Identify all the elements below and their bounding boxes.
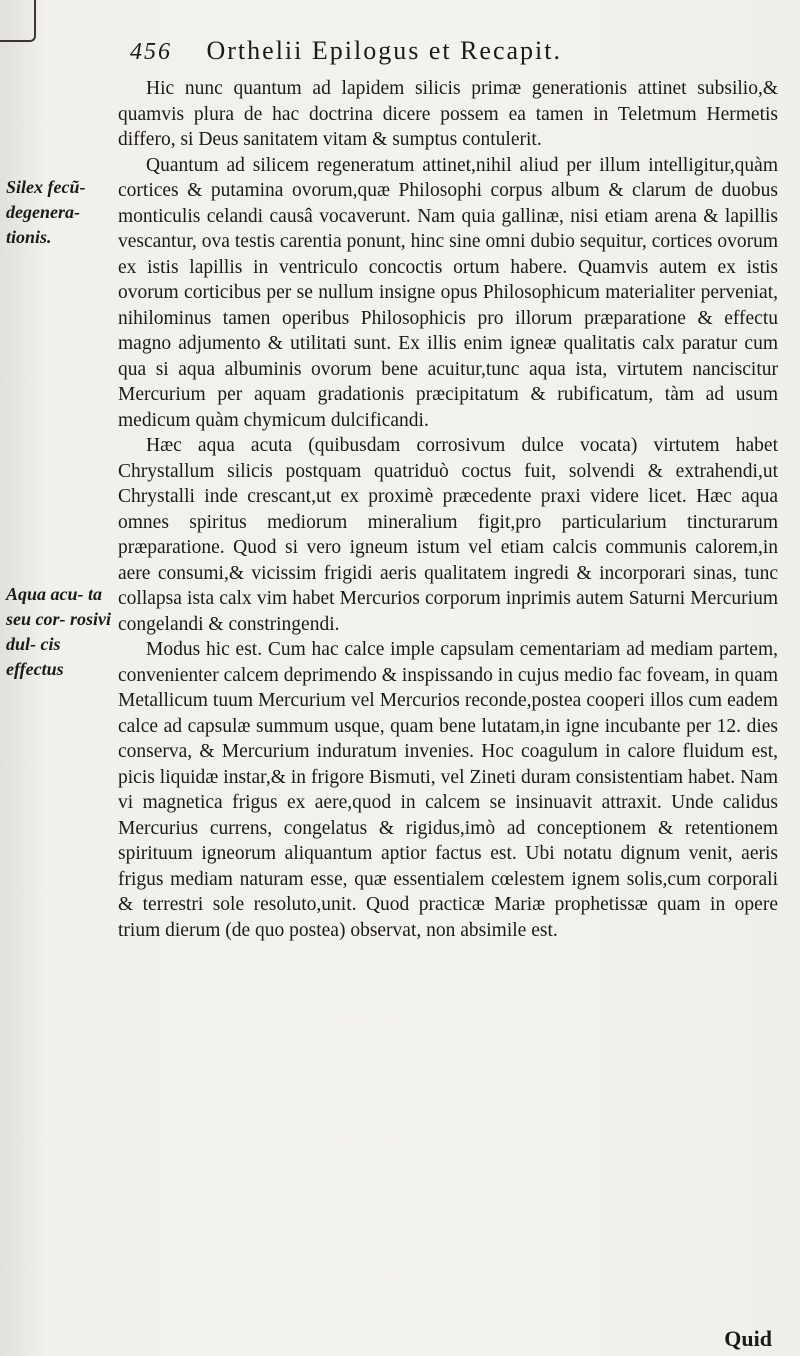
margin-note-aqua-acuta: Aqua acu- ta seu cor- rosivi dul- cis effectus (6, 584, 111, 679)
page-corner-mark (0, 0, 36, 42)
catchword: Quid (724, 1326, 772, 1351)
page-number: 456 (130, 39, 172, 65)
paragraph: Hæc aqua acuta (quibusdam corrosivum dulce vocata) virtutem habet Chrystallum silicis postquam quatriduò coctus fuit, solvendi & extrahendi,ut Chrystalli inde crescant,ut ex proximè præcedente praxi videre licet. Hæc aqua omnes spiritus mediorum mineralium figit,pro particularium tincturarum præparatione. Quod si vero igneum istum vel etiam calcis communis calorem,in aere consumi,& vicissim frigidi aeris qualitatem ingredi & incorporari sinas, tunc collapsa ista calx vim habet Mercurios corporum inprimis autem Saturni Mercurium congelandi & constringendi. (118, 435, 778, 635)
paragraph: Hic nunc quantum ad lapidem silicis primæ generationis attinet subsilio,& quamvis plura de hac doctrina dicere possem ea tamen in Teletmum Hermetis differo, si Deus sanitatem vitam & sumptus contulerit. (118, 78, 778, 150)
running-title: Orthelii Epilogus et Recapit. (206, 36, 562, 65)
paragraph: Quantum ad silicem regeneratum attinet,nihil aliud per illum intelligitur,quàm cortices & putamina ovorum,quæ Philosophi corpus album & clarum de duobus monticulis celandi causâ vocaverunt. Nam quia gallinæ, nisi etiam arena & lapillis vescantur, ova testis carentia ponunt, hinc sine omni dubio sequitur, cortices ovorum ex istis lapillis in ventriculo concoctis ortum habere. Quamvis autem ex istis ovorum corticibus per se nullum insigne opus Philosophicum materialiter perveniat, nihilominus tamen operibus Philosophicis pro illorum præparatione & effectu magno adjumento & utilitati sunt. Ex illis enim igneæ qualitatis calx paratur cum qua si aqua albuminis ovorum bene acuitur,tunc aqua ista, virtutem nanciscitur Mercurium per aquam gradationis præcipitatum & rubificatum, tàm ad usum medicum quàm chymicum dulcificandi. (118, 154, 778, 431)
margin-note-silex: Silex fecũ- degenera- tionis. (6, 177, 86, 247)
body-text (118, 76, 778, 943)
paragraph: Modus hic est. Cum hac calce imple capsulam cementariam ad mediam partem, convenienter calcem deprimendo & inspissando in cujus medio fac foveam, in quam Metallicum tuum Mercurium vel Mercurios reconde,postea cooperi illos cum eadem calce ad capsulæ summum usque, quam bene lutatam,in igne incubante per 12. dies conserva, & Mercurium induratum invenies. Hoc coagulum in calore fluidum est, picis liquidæ instar,& in frigore Bismuti, vel Zineti duram consistentiam habet. Nam vi magnetica frigus ex aere,quod in calcem se insinuavit attraxit. Unde calidus Mercurius currens, congelatus & rigidus,imò ad conceptionem & retentionem spirituum igneorum aliquantum aptior factus est. Ubi notatu dignum venit, aeris frigus mediam naturam esse, quæ essentialem cœlestem ignem solis,cum corporali & terrestri sole resoluto,unit. Quod practicæ Mariæ prophetissæ quam in opere trium dierum (de quo postea) observat, non absimile est. (118, 639, 778, 941)
running-header (130, 36, 770, 66)
